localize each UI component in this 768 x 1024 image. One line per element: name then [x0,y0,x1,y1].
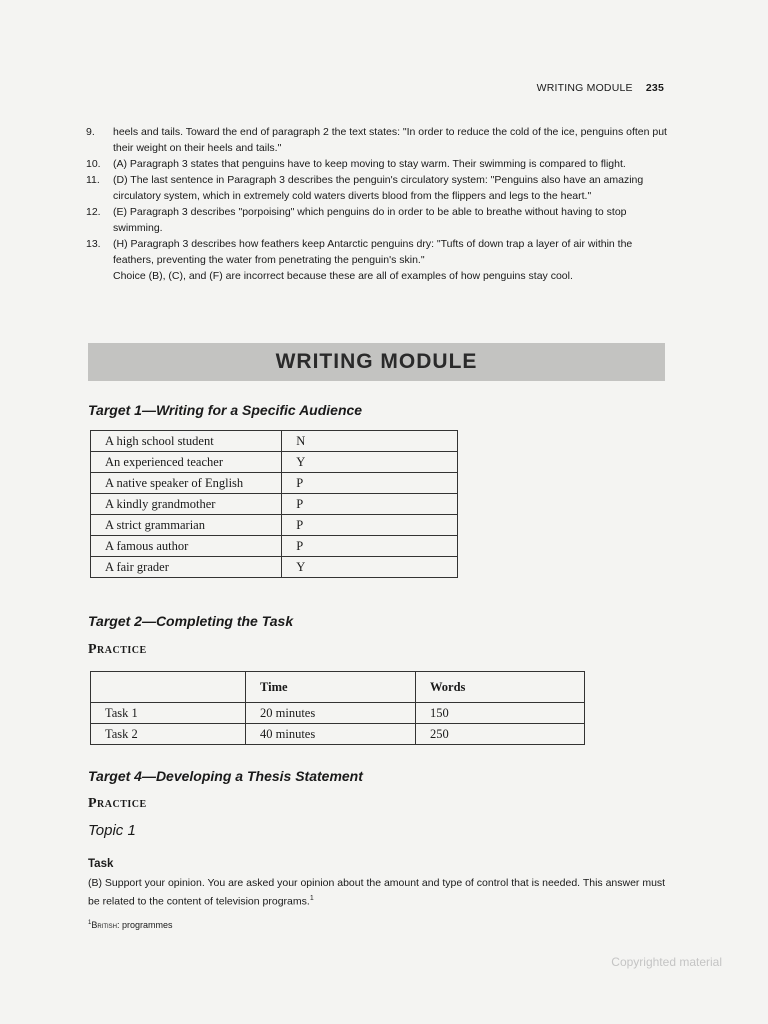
table-cell: P [282,515,458,536]
table-cell: Y [282,452,458,473]
target2-heading: Target 2—Completing the Task [88,613,294,629]
audience-table [90,430,458,578]
table-row [91,494,458,515]
section-banner-title: WRITING MODULE [275,350,478,373]
practice-heading: Practice [88,796,147,811]
answer-item [86,156,668,172]
table-cell: A famous author [91,536,282,557]
practice-heading: Practice [88,642,147,657]
answer-item [86,124,668,156]
table-cell: Task 1 [91,703,246,724]
table-row [91,473,458,494]
target1-heading: Target 1—Writing for a Specific Audience [88,402,363,418]
table-cell: 150 [416,703,585,724]
table-row [91,431,458,452]
table-row [91,452,458,473]
table-cell: An experienced teacher [91,452,282,473]
answer-list [86,124,668,284]
topic-heading: Topic 1 [88,822,136,839]
table-cell: 40 minutes [246,724,416,745]
answer-number: 11. [86,174,100,186]
footnote-label: British [91,920,118,930]
answer-item [86,236,668,268]
footnote-number: 1 [88,920,92,926]
table-cell: P [282,473,458,494]
footnote [88,920,173,930]
table-cell: A strict grammarian [91,515,282,536]
table-cell: 250 [416,724,585,745]
answer-number: 10. [86,158,101,170]
table-cell: 20 minutes [246,703,416,724]
table-cell: P [282,536,458,557]
table-cell: P [282,494,458,515]
table-cell: A native speaker of English [91,473,282,494]
answer-number: 9. [86,126,95,138]
table-cell: A high school student [91,431,282,452]
footnote-mark: 1 [309,895,314,902]
answer-item [86,204,668,236]
running-head-title: WRITING MODULE [536,82,633,94]
answer-text: (E) Paragraph 3 describes "porpoising" which penguins do in order to be able to breathe without having to stop swimming. [113,206,627,234]
table-cell: Task 2 [91,724,246,745]
answer-text: (H) Paragraph 3 describes how feathers keep Antarctic penguins dry: "Tufts of down trap a layer of air within the feathers, preventing the water from penetrating the penguin's skin." [113,238,633,266]
table-row [91,536,458,557]
section-banner [88,343,665,381]
answer-text: (D) The last sentence in Paragraph 3 describes the penguin's circulatory system: "Penguins also have an amazing circulatory system, which in extremely cold waters diverts blood from the flippers and legs to the heart." [113,174,644,202]
target4-heading: Target 4—Developing a Thesis Statement [88,768,363,784]
table-cell: A kindly grandmother [91,494,282,515]
table-cell: N [282,431,458,452]
page-number: 235 [645,82,664,94]
task-label: Task [88,858,114,870]
table-header-cell [91,672,246,703]
task-text [88,875,668,910]
table-cell: Y [282,557,458,578]
table-row [91,515,458,536]
task-text-body: (B) Support your opinion. You are asked your opinion about the amount and type of control that is needed. This answer must be related to the content of television programs. [88,877,666,908]
table-cell: A fair grader [91,557,282,578]
copyright-watermark: Copyrighted material [611,955,722,969]
answer-number: 13. [86,238,101,250]
footnote-text: : programmes [117,920,173,930]
table-header-cell: Words [416,672,585,703]
table-row [91,557,458,578]
answer-text: heels and tails. Toward the end of paragraph 2 the text states: "In order to reduce the cold of the ice, penguins often put their weight on their heels and tails." [113,126,667,154]
running-head [537,82,664,94]
answer-item [86,172,668,204]
table-row [91,703,585,724]
answer-text: (A) Paragraph 3 states that penguins have to keep moving to stay warm. Their swimming is compared to flight. [113,158,626,170]
table-header-row [91,672,585,703]
task-time-table [90,671,585,745]
answer-number: 12. [86,206,101,218]
table-header-cell: Time [246,672,416,703]
table-row [91,724,585,745]
answer-note: Choice (B), (C), and (F) are incorrect because these are all of examples of how penguins stay cool. [113,270,573,282]
